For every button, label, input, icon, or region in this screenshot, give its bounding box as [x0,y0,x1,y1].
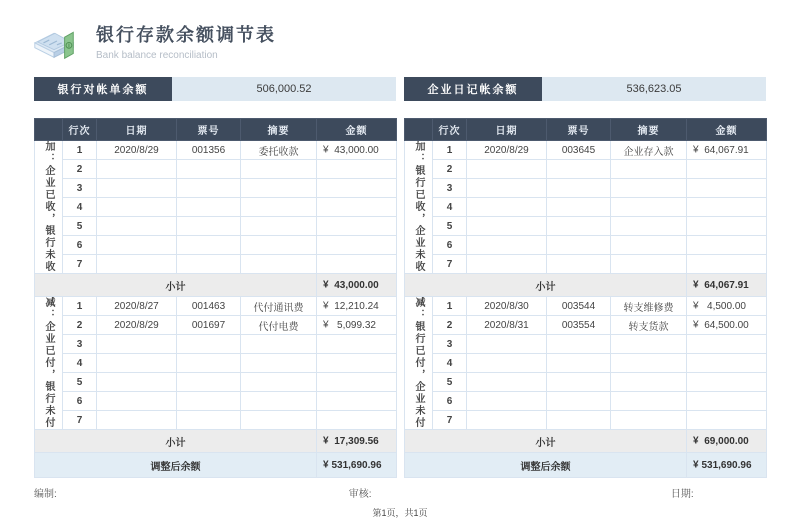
row-number: 3 [63,335,97,354]
report-header [30,14,766,68]
row-number: 1 [63,141,97,160]
adjusted-balance-amount [687,453,767,478]
page-subtitle: Bank balance reconciliation [96,50,218,61]
reviewed-by-label: 审核: [348,489,372,500]
amount-cell [317,160,397,179]
recon-table-bank-statement [34,118,397,478]
summary-cell [241,160,317,179]
date-cell [97,255,177,274]
amount-value: 5,099.32 [337,319,376,331]
date-cell: 2020/8/29 [97,141,177,160]
table-row [405,297,767,316]
table-corner-cell [405,119,433,141]
section-label: 加：银行已收，企业未收 [405,141,433,274]
summary-cell [241,335,317,354]
summary-cell [611,160,687,179]
summary-cell [611,411,687,430]
row-number: 5 [433,373,467,392]
date-cell [97,373,177,392]
row-number: 7 [433,255,467,274]
amount-cell [317,392,397,411]
row-number: 2 [433,160,467,179]
company-journal-balance-label: 企业日记帐余额 [404,77,542,101]
summary-cell [241,373,317,392]
amount-value: 69,000.00 [704,435,749,447]
section-label: 减：银行已付，企业未付 [405,297,433,430]
amount-cell [317,198,397,217]
amount-cell [317,373,397,392]
prepared-by-label: 编制: [34,489,57,500]
table-row [405,236,767,255]
title-block [96,21,276,61]
table-row [35,217,397,236]
balance-summary-row [34,77,766,101]
ticket-number-cell [177,255,241,274]
date-cell: 2020/8/30 [467,297,547,316]
table-row [35,297,397,316]
column-header: 摘要 [611,119,687,141]
adjusted-balance-label: 调整后余额 [35,453,317,478]
page-number-info: 第1页，共1页 [372,508,428,518]
subtotal-row [405,430,767,453]
amount-cell [687,373,767,392]
ticket-number-cell [547,373,611,392]
adjusted-balance-amount [317,453,397,478]
date-cell [467,217,547,236]
column-header: 日期 [97,119,177,141]
amount-value: 4,500.00 [707,300,746,312]
row-number: 6 [63,392,97,411]
table-row [405,411,767,430]
date-cell [467,373,547,392]
company-journal-balance-bar [404,77,766,101]
money-stack-icon [30,17,80,65]
summary-cell [611,217,687,236]
row-number: 5 [63,373,97,392]
table-row [405,255,767,274]
subtotal-amount [317,274,397,297]
row-number: 4 [63,354,97,373]
currency-symbol: ¥ [693,279,699,291]
ticket-number-cell [547,217,611,236]
row-number: 7 [63,411,97,430]
table-row [405,392,767,411]
amount-value: 531,690.96 [701,459,752,471]
amount-value: 531,690.96 [331,459,382,471]
amount-cell [687,335,767,354]
table-row [405,160,767,179]
ticket-number-cell: 003645 [547,141,611,160]
summary-cell [241,236,317,255]
ticket-number-cell: 001697 [177,316,241,335]
adjusted-balance-row [405,453,767,478]
amount-value: 43,000.00 [334,144,379,156]
ticket-number-cell [547,354,611,373]
summary-cell [611,335,687,354]
ticket-number-cell [177,335,241,354]
amount-cell [317,335,397,354]
ticket-number-cell [177,392,241,411]
currency-symbol: ¥ [323,435,329,447]
row-number: 3 [433,335,467,354]
date-cell [97,179,177,198]
currency-symbol: ¥ [693,459,699,471]
date-cell: 2020/8/27 [97,297,177,316]
ticket-number-cell [547,255,611,274]
ticket-number-cell [177,179,241,198]
ticket-number-cell [547,198,611,217]
amount-cell [687,160,767,179]
amount-value: 43,000.00 [334,279,379,291]
ticket-number-cell [177,236,241,255]
amount-cell [687,411,767,430]
table-row [35,354,397,373]
amount-cell [317,141,397,160]
table-row [35,179,397,198]
amount-value: 64,500.00 [704,319,749,331]
row-number: 6 [433,392,467,411]
summary-cell [611,255,687,274]
currency-symbol: ¥ [323,144,329,156]
amount-cell [687,179,767,198]
currency-symbol: ¥ [693,319,699,331]
ticket-number-cell: 003544 [547,297,611,316]
ticket-number-cell [547,236,611,255]
table-row [35,236,397,255]
table-row [35,255,397,274]
currency-symbol: ¥ [693,144,699,156]
currency-symbol: ¥ [323,459,329,471]
amount-cell [317,179,397,198]
bank-statement-balance-bar [34,77,396,101]
ticket-number-cell [547,392,611,411]
row-number: 1 [433,297,467,316]
subtotal-row [405,274,767,297]
subtotal-label: 小计 [405,430,687,453]
company-journal-balance-value: 536,623.05 [542,77,766,101]
summary-cell: 代付通讯费 [241,297,317,316]
summary-cell [611,392,687,411]
amount-value: 12,210.24 [334,300,379,312]
amount-value: 17,309.56 [334,435,379,447]
summary-cell [241,217,317,236]
table-row [405,373,767,392]
company-journal-table [404,118,766,478]
column-header: 行次 [63,119,97,141]
date-cell [97,335,177,354]
table-row [35,160,397,179]
summary-cell [611,179,687,198]
subtotal-label: 小计 [35,430,317,453]
amount-cell [317,297,397,316]
subtotal-amount [687,274,767,297]
date-cell [97,236,177,255]
summary-cell [611,373,687,392]
ticket-number-cell [177,160,241,179]
date-cell [97,411,177,430]
currency-symbol: ¥ [693,435,699,447]
row-number: 6 [63,236,97,255]
row-number: 5 [63,217,97,236]
table-row [405,217,767,236]
amount-cell [687,217,767,236]
amount-cell [317,354,397,373]
currency-symbol: ¥ [323,279,329,291]
date-cell: 2020/8/29 [467,141,547,160]
currency-symbol: ¥ [323,319,329,331]
row-number: 1 [433,141,467,160]
amount-cell [687,236,767,255]
ticket-number-cell [547,411,611,430]
adjusted-balance-row [35,453,397,478]
bank-statement-table [34,118,396,478]
reconciliation-tables [34,118,766,478]
table-row [35,411,397,430]
amount-cell [317,255,397,274]
summary-cell: 代付电费 [241,316,317,335]
table-row [35,392,397,411]
row-number: 1 [63,297,97,316]
row-number: 4 [433,198,467,217]
ticket-number-cell [547,179,611,198]
row-number: 2 [433,316,467,335]
column-header: 票号 [547,119,611,141]
bank-statement-balance-label: 银行对帐单余额 [34,77,172,101]
summary-cell: 委托收款 [241,141,317,160]
table-corner-cell [35,119,63,141]
adjusted-balance-label: 调整后余额 [405,453,687,478]
table-row [405,198,767,217]
header-row [35,119,397,141]
amount-cell [317,236,397,255]
row-number: 5 [433,217,467,236]
table-row [405,335,767,354]
date-cell [97,354,177,373]
date-cell [467,236,547,255]
row-number: 7 [433,411,467,430]
column-header: 行次 [433,119,467,141]
table-row [35,141,397,160]
table-row [35,373,397,392]
amount-cell [687,255,767,274]
date-cell [467,354,547,373]
date-cell: 2020/8/29 [97,316,177,335]
currency-symbol: ¥ [323,300,329,312]
ticket-number-cell [177,411,241,430]
ticket-number-cell [547,335,611,354]
summary-cell [241,354,317,373]
currency-symbol: ¥ [693,300,699,312]
table-row [405,179,767,198]
date-cell [97,160,177,179]
amount-cell [687,198,767,217]
section-label: 减：企业已付，银行未付 [35,297,63,430]
ticket-number-cell [547,160,611,179]
date-cell [467,335,547,354]
subtotal-label: 小计 [405,274,687,297]
row-number: 4 [433,354,467,373]
ticket-number-cell: 001356 [177,141,241,160]
amount-cell [687,392,767,411]
row-number: 7 [63,255,97,274]
date-cell [97,217,177,236]
column-header: 摘要 [241,119,317,141]
section-label: 加：企业已收，银行未收 [35,141,63,274]
date-cell [97,198,177,217]
amount-cell [317,316,397,335]
row-number: 4 [63,198,97,217]
subtotal-amount [687,430,767,453]
row-number: 3 [63,179,97,198]
ticket-number-cell [177,373,241,392]
row-number: 2 [63,316,97,335]
column-header: 票号 [177,119,241,141]
date-cell [467,411,547,430]
summary-cell [611,198,687,217]
ticket-number-cell [177,217,241,236]
row-number: 3 [433,179,467,198]
summary-cell: 转支货款 [611,316,687,335]
table-row [35,335,397,354]
summary-cell [241,255,317,274]
amount-value: 64,067.91 [704,279,749,291]
column-header: 金额 [687,119,767,141]
subtotal-row [35,430,397,453]
bank-statement-balance-value: 506,000.52 [172,77,396,101]
amount-cell [687,297,767,316]
table-row [405,141,767,160]
amount-value: 64,067.91 [704,144,749,156]
summary-cell [611,236,687,255]
row-number: 2 [63,160,97,179]
date-cell [467,198,547,217]
page-title: 银行存款余额调节表 [96,25,276,45]
date-cell [467,255,547,274]
signature-footer [34,485,766,501]
column-header: 日期 [467,119,547,141]
amount-cell [317,217,397,236]
recon-table-company-journal [404,118,767,478]
subtotal-label: 小计 [35,274,317,297]
subtotal-amount [317,430,397,453]
date-label: 日期: [670,489,694,500]
summary-cell [241,392,317,411]
subtotal-row [35,274,397,297]
ticket-number-cell [177,198,241,217]
table-row [405,354,767,373]
date-cell [467,179,547,198]
table-row [405,316,767,335]
table-row [35,198,397,217]
date-cell [97,392,177,411]
summary-cell: 转支维修费 [611,297,687,316]
row-number: 6 [433,236,467,255]
table-row [35,316,397,335]
summary-cell [611,354,687,373]
date-cell [467,392,547,411]
amount-cell [317,411,397,430]
header-row [405,119,767,141]
amount-cell [687,141,767,160]
summary-cell [241,411,317,430]
amount-cell [687,316,767,335]
amount-cell [687,354,767,373]
ticket-number-cell: 001463 [177,297,241,316]
summary-cell [241,179,317,198]
summary-cell [241,198,317,217]
date-cell [467,160,547,179]
summary-cell: 企业存入款 [611,141,687,160]
ticket-number-cell [177,354,241,373]
date-cell: 2020/8/31 [467,316,547,335]
column-header: 金额 [317,119,397,141]
ticket-number-cell: 003554 [547,316,611,335]
